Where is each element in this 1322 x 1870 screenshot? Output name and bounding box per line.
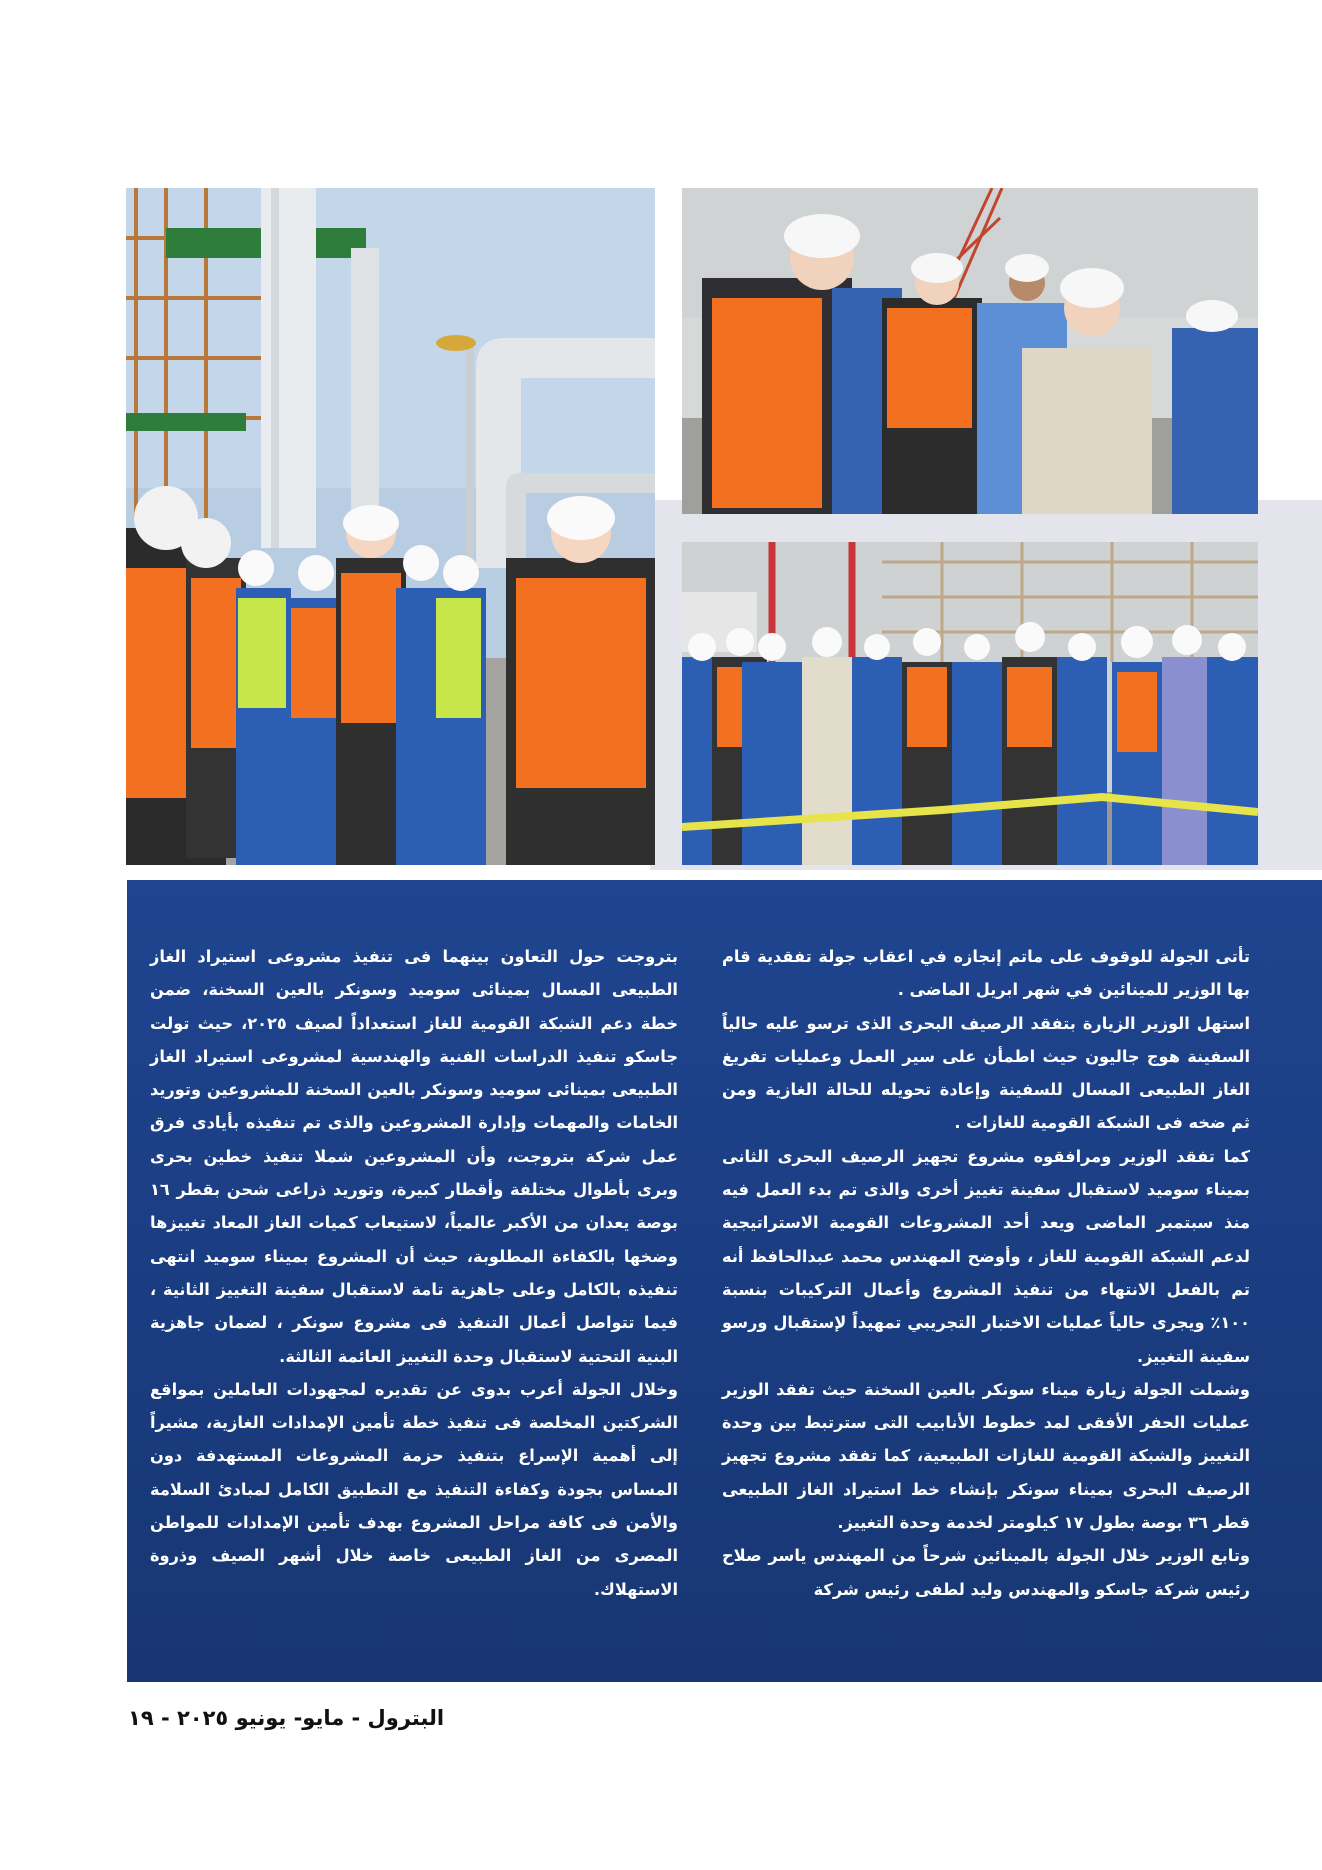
article-paragraph: وخلال الجولة أعرب بدوى عن تقديره لمجهودات العاملين بمواقع الشركتين المخلصة فى تنفيذ خطة تأمين الإمدادات الغازية، مشيراً إلى أهمية الإسراع بتنفيذ حزمة المشروعات المستهدفة دون المساس بجودة وكفاءة التنفيذ مع التطبيق الكامل لمبادئ السلامة والأمن فى كافة مراحل المشروع بهدف تأمين الإمدادات للمواطن المصرى من الغاز الطبيعى خاصة خلال أشهر الصيف وذروة الاستهلاك. — [150, 1379, 678, 1599]
photo-bottom-right — [682, 542, 1258, 865]
article-paragraph: بتروجت حول التعاون بينهما فى تنفيذ مشروعى استيراد الغاز الطبيعى المسال بمينائى سوميد وسونكر بالعين السخنة، ضمن خطة دعم الشبكة القومية للغاز استعداداً لصيف ٢٠٢٥، حيث تولت جاسكو تنفيذ الدراسات الفنية والهندسية لمشروعى استيراد الغاز الطبيعى بمينائى سوميد وسونكر بالعين السخنة للمشروعين وتوريد الخامات والمهمات وإدارة المشروعين والذى تم تنفيذه بأيادى فرق عمل شركة بتروجت، وأن المشروعين شملا تنفيذ خطين بحرى وبرى بأطوال مختلفة وأقطار كبيرة، وتوريد ذراعى شحن بقطر ١٦ بوصة يعدان من الأكبر عالمياً، لاستيعاب كميات الغاز المعاد تغييزها وضخها بالكفاءة المطلوبة، حيث أن المشروع بميناء سوميد انتهى تنفيذه بالكامل وعلى جاهزية تامة لاستقبال سفينة التغييز الثانية ، فيما تتواصل أعمال التنفيذ فى مشروع سونكر ، لضمان جاهزية البنية التحتية لاستقبال وحدة التغييز العائمة الثالثة. — [150, 947, 678, 1366]
photo-left-tall — [126, 188, 655, 865]
page-footer: البترول - مايو- يونيو ٢٠٢٥ - ١٩ — [128, 1706, 445, 1730]
photo-top-right — [682, 188, 1258, 514]
article-paragraph: استهل الوزير الزيارة بتفقد الرصيف البحرى الذى ترسو عليه حالياً السفينة هوج جاليون حيث اطمأن على سير العمل وعمليات تفريغ الغاز الطبيعى المسال للسفينة وإعادة تحويله للحالة الغازية ومن ثم ضخه فى الشبكة القومية للغازات . — [722, 1013, 1250, 1133]
article-paragraph: وتابع الوزير خلال الجولة بالمينائين شرحاً من المهندس ياسر صلاح رئيس شركة جاسكو والمهندس وليد لطفى رئيس شركة — [722, 1546, 1250, 1599]
article-column-right — [722, 940, 1250, 1606]
article-paragraph: وشملت الجولة زيارة ميناء سونكر بالعين السخنة حيث تفقد الوزير عمليات الحفر الأفقى لمد خطوط الأنابيب التى سترتبط بين وحدة التغييز والشبكة القومية للغازات الطبيعية، كما تفقد مشروع تجهيز الرصيف البحرى بميناء سونكر بإنشاء خط استيراد الغاز الطبيعى قطر ٣٦ بوصة بطول ١٧ كيلومتر لخدمة وحدة التغييز. — [722, 1379, 1250, 1533]
article-column-left — [150, 940, 678, 1606]
article-paragraph: كما تفقد الوزير ومرافقوه مشروع تجهيز الرصيف البحرى الثانى بميناء سوميد لاستقبال سفينة تغييز أخرى والذى تم بدء العمل فيه منذ سبتمبر الماضى ويعد أحد المشروعات القومية الاستراتيجية لدعم الشبكة القومية للغاز ، وأوضح المهندس محمد عبدالحافظ أنه تم بالفعل الانتهاء من تنفيذ المشروع وأعمال التركيبات بنسبة ١٠٠٪ ويجرى حالياً عمليات الاختبار التجريبي تمهيداً لإستقبال ورسو سفينة التغييز. — [722, 1146, 1250, 1366]
article-paragraph: تأتى الجولة للوقوف على ماتم إنجازه في اعقاب جولة تفقدية قام بها الوزير للمينائين في شهر ابريل الماضى . — [722, 947, 1250, 1000]
